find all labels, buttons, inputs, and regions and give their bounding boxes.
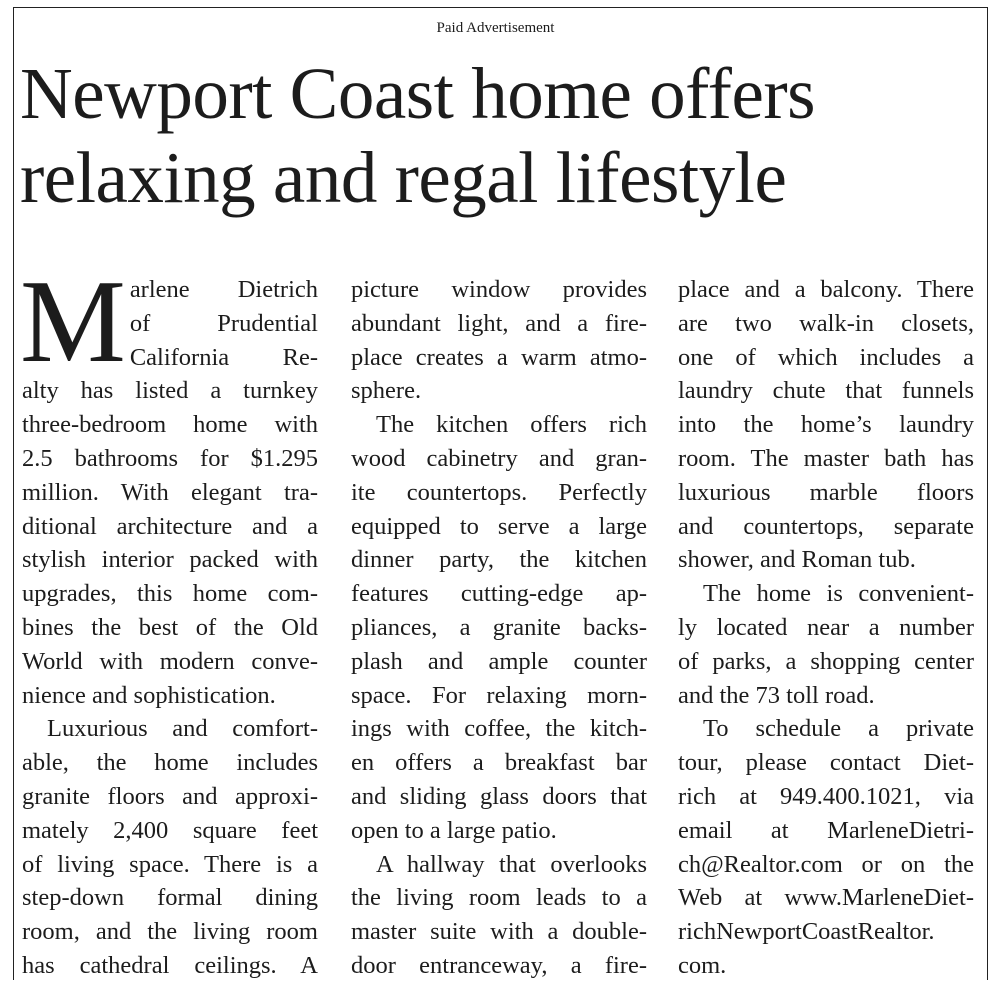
text-line: ly located near a number <box>678 613 974 641</box>
text-line: arlene Dietrich <box>129 276 318 303</box>
text-line: email at MarleneDietri- <box>678 816 974 844</box>
text-line: ite countertops. Perfectly <box>351 478 647 506</box>
text-line: sphere. <box>351 377 422 405</box>
text-line: 2.5 bathrooms for $1.295 <box>22 444 318 472</box>
text-line: mately 2,400 square feet <box>22 816 318 844</box>
article-column-1 <box>20 255 318 983</box>
text-line: rich at 949.400.1021, via <box>678 782 974 810</box>
text-line: com. <box>678 951 727 979</box>
text-line: room, and the living room <box>22 918 318 946</box>
text-line: tour, please contact Diet- <box>678 749 974 777</box>
text-line: are two walk-in closets, <box>678 309 974 337</box>
article-column-3 <box>678 273 974 983</box>
text-line: of Prudential <box>129 309 318 337</box>
text-line: abundant light, and a fire- <box>351 309 647 337</box>
text-line: dinner party, the kitchen <box>351 546 647 574</box>
text-line: laundry chute that funnels <box>678 377 974 405</box>
text-line: plash and ample counter <box>351 647 647 675</box>
headline-line-2: relaxing and regal lifestyle <box>20 137 787 218</box>
text-line: Luxurious and comfort- <box>47 715 318 743</box>
text-line: able, the home includes <box>22 749 318 777</box>
text-line: and sliding glass doors that <box>351 782 647 810</box>
text-line: wood cabinetry and gran- <box>351 444 647 472</box>
article-column-2 <box>351 273 647 983</box>
text-line: alty has listed a turnkey <box>22 377 318 405</box>
drop-cap-lines <box>130 273 318 374</box>
text-line: The home is convenient- <box>703 580 974 608</box>
text-line: ings with coffee, the kitch- <box>351 715 647 743</box>
text-line: open to a large patio. <box>351 816 557 844</box>
text-line: pliances, a granite backs- <box>351 613 647 641</box>
text-line: en offers a breakfast bar <box>351 749 647 777</box>
text-line: upgrades, this home com- <box>22 580 318 608</box>
text-line: master suite with a double- <box>351 918 647 946</box>
text-line: space. For relaxing morn- <box>351 681 647 709</box>
text-line: Web at www.MarleneDiet- <box>678 884 974 912</box>
text-line: A hallway that overlooks <box>376 850 647 878</box>
text-line: into the home’s laundry <box>678 411 974 439</box>
text-line: has cathedral ceilings. A <box>22 951 318 979</box>
text-line: ditional architecture and a <box>22 512 318 540</box>
text-line: equipped to serve a large <box>351 512 647 540</box>
text-line: place and a balcony. There <box>678 276 974 303</box>
text-line: richNewportCoastRealtor. <box>678 918 935 946</box>
text-line: of parks, a shopping center <box>678 647 974 675</box>
text-line: World with modern conve- <box>22 647 318 675</box>
text-line: nience and sophistication. <box>22 681 276 709</box>
text-line: picture window provides <box>351 276 647 303</box>
text-line: granite floors and approxi- <box>22 782 318 810</box>
text-line: and the 73 toll road. <box>678 681 875 709</box>
text-line: The kitchen offers rich <box>376 411 647 439</box>
text-line: and countertops, separate <box>678 512 974 540</box>
text-line: California Re- <box>129 343 318 371</box>
text-line: three-bedroom home with <box>22 411 318 439</box>
headline-line-1: Newport Coast home offers <box>20 53 816 134</box>
text-line: bines the best of the Old <box>22 613 318 641</box>
text-line: million. With elegant tra- <box>22 478 318 506</box>
text-line: shower, and Roman tub. <box>678 546 916 574</box>
text-line: ch@Realtor.com or on the <box>678 850 974 878</box>
text-line: of living space. There is a <box>22 850 318 878</box>
text-line: features cutting-edge ap- <box>351 580 647 608</box>
text-line: room. The master bath has <box>678 444 974 472</box>
text-line: stylish interior packed with <box>22 546 318 574</box>
text-line: To schedule a private <box>703 715 974 743</box>
text-line: step-down formal dining <box>22 884 318 912</box>
text-line: door entranceway, a fire- <box>351 951 647 979</box>
text-line: place creates a warm atmo- <box>351 343 647 371</box>
headline <box>20 52 980 220</box>
text-line: the living room leads to a <box>351 884 647 912</box>
paid-advertisement-label: Paid Advertisement <box>436 20 555 36</box>
text-line: one of which includes a <box>678 343 974 371</box>
drop-cap: M <box>20 255 126 387</box>
text-line: luxurious marble floors <box>678 478 974 506</box>
